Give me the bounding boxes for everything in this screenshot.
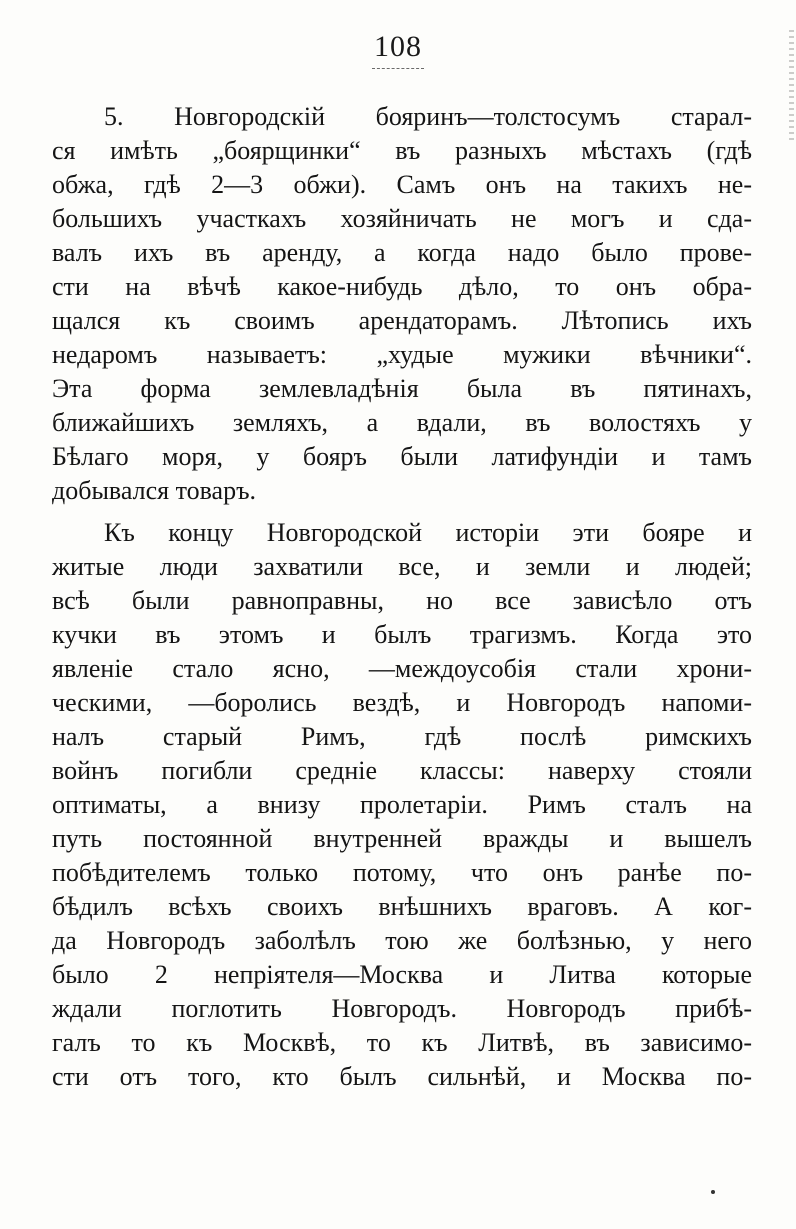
page-number: 108 (374, 30, 422, 63)
text-line: явленіе стало ясно, —междоусобія стали хрони- (52, 654, 752, 683)
text-line: недаромъ называетъ: „худые мужики вѣчники“. (52, 340, 752, 369)
text-line: сти отъ того, кто былъ сильнѣй, и Москва по- (52, 1062, 752, 1091)
text-line: Бѣлаго моря, у бояръ были латифундіи и тамъ (52, 442, 752, 471)
text-line: галъ то къ Москвѣ, то къ Литвѣ, въ зависимо- (52, 1028, 752, 1057)
text-line: побѣдителемъ только потому, что онъ ранѣе по- (52, 858, 752, 887)
text-line: 5. Новгородскій бояринъ—толстосумъ старал- (104, 102, 752, 131)
text-line: было 2 непріятеля—Москва и Литва которые (52, 960, 752, 989)
text-line: налъ старый Римъ, гдѣ послѣ римскихъ (52, 722, 752, 751)
text-line: большихъ участкахъ хозяйничать не могъ и сда- (52, 204, 752, 233)
text-line: войнъ погибли средніе классы: наверху стояли (52, 756, 752, 785)
text-line: добывался товаръ. (52, 476, 257, 505)
print-speck (711, 1190, 715, 1194)
text-line: Эта форма землевладѣнія была въ пятинахъ, (52, 374, 752, 403)
text-line: всѣ были равноправны, но все зависѣло отъ (52, 586, 752, 615)
text-line: ждали поглотить Новгородъ. Новгородъ прибѣ- (52, 994, 752, 1023)
text-line: валъ ихъ въ аренду, а когда надо было прове- (52, 238, 752, 267)
text-line: да Новгородъ заболѣлъ тою же болѣзнью, у него (52, 926, 752, 955)
text-line: ся имѣть „боярщинки“ въ разныхъ мѣстахъ (гдѣ (52, 136, 752, 165)
text-line: ближайшихъ земляхъ, а вдали, въ волостяхъ у (52, 408, 752, 437)
text-line: путь постоянной внутренней вражды и вышелъ (52, 824, 752, 853)
text-line: обжа, гдѣ 2—3 обжи). Самъ онъ на такихъ не- (52, 170, 752, 199)
text-line: сти на вѣчѣ какое-нибудь дѣло, то онъ обра- (52, 272, 752, 301)
text-line: бѣдилъ всѣхъ своихъ внѣшнихъ враговъ. А ког- (52, 892, 752, 921)
text-line: кучки въ этомъ и былъ трагизмъ. Когда это (52, 620, 752, 649)
text-line: Къ концу Новгородской исторіи эти бояре и (104, 518, 752, 547)
text-line: оптиматы, а внизу пролетаріи. Римъ сталъ на (52, 790, 752, 819)
text-line: щался къ своимъ арендаторамъ. Лѣтопись ихъ (52, 306, 752, 335)
text-line: ческими, —боролись вездѣ, и Новгородъ напоми- (52, 688, 752, 717)
header-rule (372, 68, 424, 69)
text-line: житые люди захватили все, и земли и людей; (52, 552, 752, 581)
